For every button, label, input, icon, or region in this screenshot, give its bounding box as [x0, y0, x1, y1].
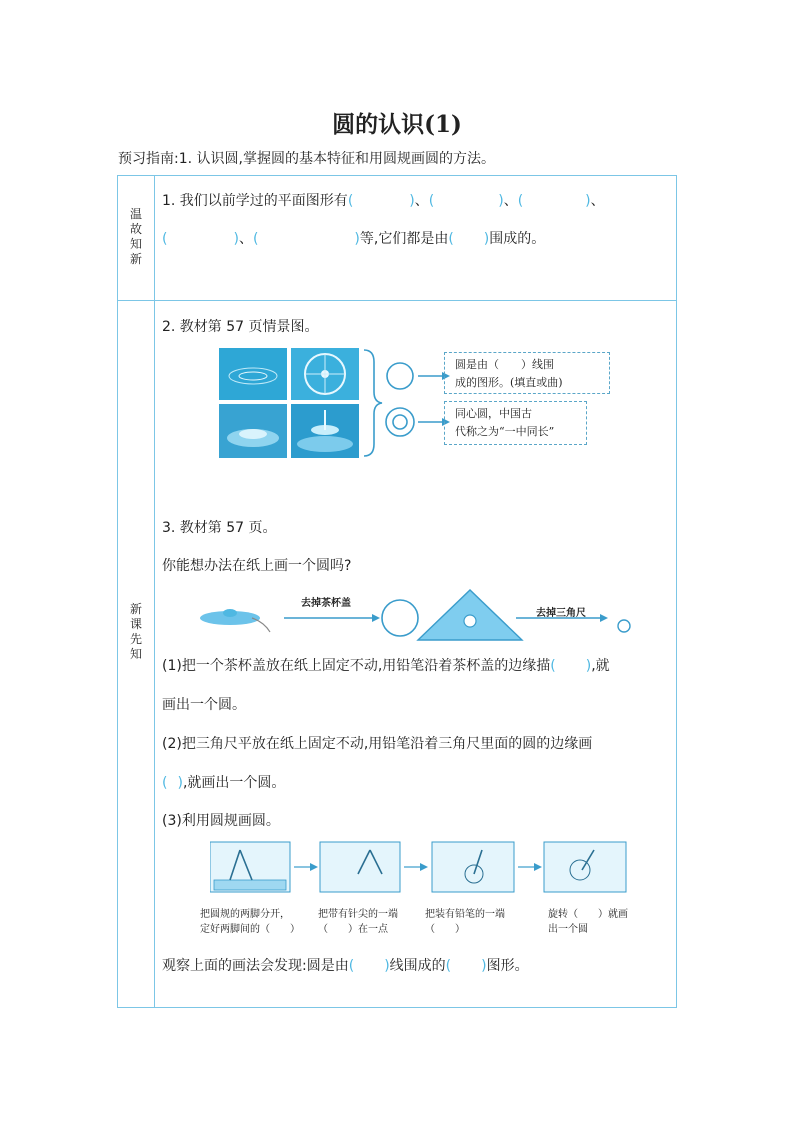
concentric-circle-box: 同心圆，中国古 代称之为“一中同长”	[444, 401, 587, 445]
scene-photos	[219, 348, 359, 458]
small-circle-icon	[618, 620, 630, 632]
concentric-circle-icon	[386, 408, 414, 436]
remove-ruler-label: 去掉三角尺	[536, 608, 586, 619]
step3-caption: 把装有铅笔的一端 （ ）	[425, 909, 505, 935]
step4-image	[544, 842, 626, 892]
q2-heading: 2. 教材第 57 页情景图。	[162, 319, 319, 335]
step3-image	[432, 842, 514, 892]
q3-part2-line1: (2)把三角尺平放在纸上固定不动,用铅笔沿着三角尺里面的圆的边缘画	[162, 736, 593, 752]
q3-question: 你能想办法在纸上画一个圆吗?	[162, 558, 352, 574]
q3-part1-line2: 画出一个圆。	[162, 697, 246, 713]
page-title: 圆的认识(1)	[332, 111, 462, 138]
step1-caption: 把圆规的两脚分开， 定好两脚间的（ ）	[200, 909, 300, 935]
compass-steps-illustration	[210, 840, 630, 896]
step4-caption: 旋转（ ）就画 出一个圆	[548, 909, 628, 935]
ruler-icon	[214, 880, 286, 890]
circle-icon	[387, 363, 413, 389]
q3-part1-line1: (1)把一个茶杯盖放在纸上固定不动,用铅笔沿着茶杯盖的边缘描( ),就	[162, 658, 610, 674]
step2-image	[320, 842, 400, 892]
preview-guide: 预习指南:1. 认识圆,掌握圆的基本特征和用圆规画圆的方法。	[118, 151, 495, 167]
step2-caption: 把带有针尖的一端 （ ）在一点	[318, 909, 398, 935]
q1-line2: ( )、( )等,它们都是由( )围成的。	[162, 231, 546, 247]
brace-and-circles	[362, 348, 452, 458]
worksheet-table	[117, 175, 677, 1008]
q3-heading: 3. 教材第 57 页。	[162, 520, 277, 536]
remove-lid-label: 去掉茶杯盖	[301, 598, 351, 609]
q3-part2-line2: ( ),就画出一个圆。	[162, 775, 286, 791]
new-lesson-label: 新 课 先 知	[129, 602, 142, 661]
q3-part3: (3)利用圆规画圆。	[162, 813, 280, 829]
drawn-circle-icon	[382, 600, 418, 636]
observe-line: 观察上面的画法会发现:圆是由( )线围成的( )图形。	[162, 958, 529, 974]
row-divider	[118, 300, 676, 301]
q1-line1: 1. 我们以前学过的平面图形有( )、( )、( )、	[162, 193, 605, 209]
circle-definition-box: 圆是由（ ）线围 成的图形。(填直或曲)	[444, 352, 610, 394]
review-label: 温 故 知 新	[129, 207, 142, 266]
